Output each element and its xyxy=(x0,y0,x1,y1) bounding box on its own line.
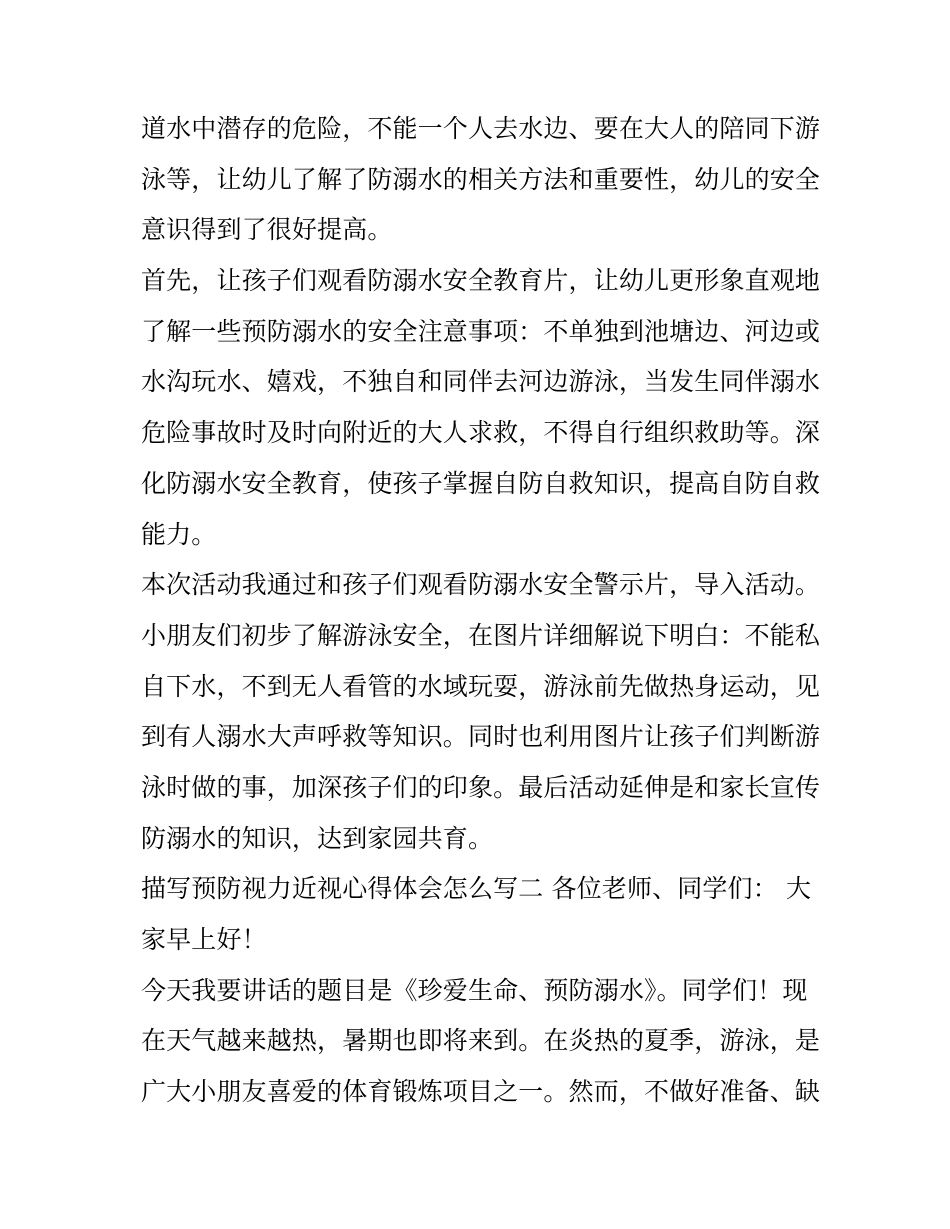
text-line: 广大小朋友喜爱的体育锻炼项目之一。然而，不做好准备、缺 xyxy=(141,1077,821,1107)
text-line: 水沟玩水、嬉戏，不独自和同伴去河边游泳，当发生同伴溺水 xyxy=(141,367,821,397)
text-line: 首先，让孩子们观看防溺水安全教育片，让幼儿更形象直观地 xyxy=(141,266,821,296)
text-line: 本次活动我通过和孩子们观看防溺水安全警示片，导入活动。 xyxy=(141,570,821,600)
text-line: 化防溺水安全教育，使孩子掌握自防自救知识，提高自防自救 xyxy=(141,468,821,498)
text-line: 道水中潜存的危险，不能一个人去水边、要在大人的陪同下游 xyxy=(141,114,821,143)
text-line: 今天我要讲话的题目是《珍爱生命、预防溺水》。同学们！现 xyxy=(141,975,808,1005)
text-line: 危险事故时及时向附近的大人求救，不得自行组织救助等。深 xyxy=(141,418,821,448)
text-line: 泳等，让幼儿了解了防溺水的相关方法和重要性，幼儿的安全 xyxy=(141,164,821,194)
text-line: 防溺水的知识，达到家园共育。 xyxy=(141,823,494,853)
text-line: 描写预防视力近视心得体会怎么写二 各位老师、同学们： 大 xyxy=(141,874,812,904)
text-line: 家早上好！ xyxy=(141,925,267,954)
document-body xyxy=(141,104,821,1118)
text-line: 到有人溺水大声呼救等知识。同时也利用图片让孩子们判断游 xyxy=(141,722,821,752)
text-line: 泳时做的事，加深孩子们的印象。最后活动延伸是和家长宣传 xyxy=(141,772,821,802)
text-line: 意识得到了很好提高。 xyxy=(141,215,393,245)
text-line: 小朋友们初步了解游泳安全，在图片详细解说下明白：不能私 xyxy=(141,620,821,650)
text-line: 能力。 xyxy=(141,519,217,549)
text-line: 自下水，不到无人看管的水域玩耍，游泳前先做热身运动，见 xyxy=(141,671,821,701)
text-line: 了解一些预防溺水的安全注意事项：不单独到池塘边、河边或 xyxy=(141,316,821,346)
text-line: 在天气越来越热，暑期也即将来到。在炎热的夏季，游泳，是 xyxy=(141,1026,821,1056)
